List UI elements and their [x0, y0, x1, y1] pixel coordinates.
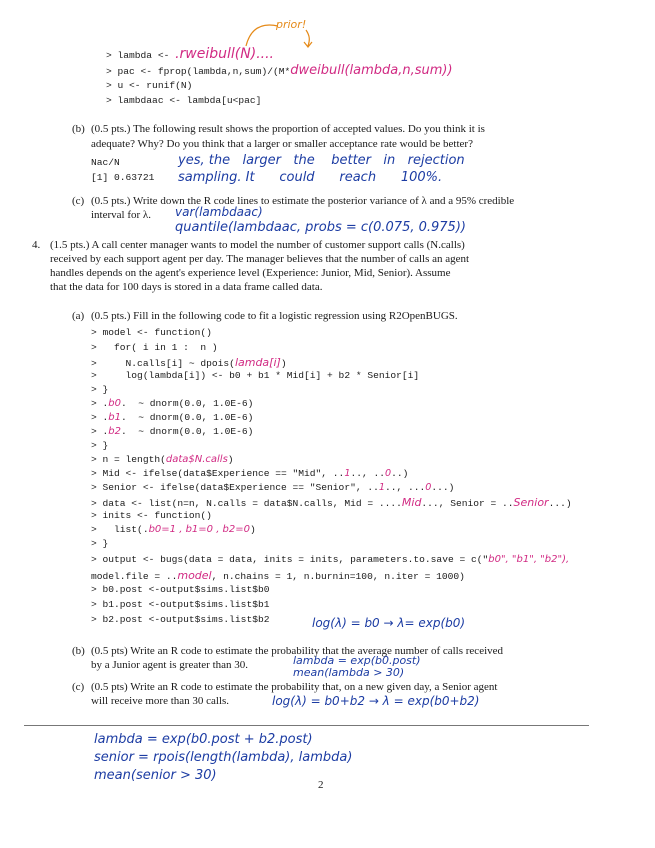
prior-note: prior!: [276, 18, 307, 31]
hand-dweibull: dweibull(lambda,n,sum)): [290, 63, 453, 78]
q4b-label: (b): [72, 645, 85, 657]
hand-bottom-1: lambda = exp(b0.post + b2.post): [94, 732, 313, 747]
hand-length: data$N.calls: [165, 454, 228, 465]
part-c-text-1: (0.5 pts.) Write down the R code lines to estimate the posterior variance of λ and a 95% credible: [91, 195, 515, 207]
hand-answer-b2: sampling. It could reach 100%.: [178, 170, 443, 185]
page-number: 2: [318, 779, 324, 791]
q4-text-2: received by each support agent per day. The manager believes that the number of calls an agent: [50, 253, 470, 265]
part-b-text-2: adequate? Why? Do you think that a larger or smaller acceptance rate would be better?: [91, 138, 473, 150]
code-line-lambdaac: > lambdaac <- lambda[u<pac]: [106, 95, 262, 106]
hand-log-note: log(λ) = b0 → λ= exp(b0): [312, 616, 466, 630]
code-for: > for( i in 1 : n ): [91, 342, 218, 353]
code-log-lambda: > log(lambda[i]) <- b0 + b1 * Mid[i] + b2 * Senior[i]: [91, 370, 420, 381]
part-b-label: (b): [72, 123, 85, 135]
code-b1-post: > b1.post <-output$sims.list$b1: [91, 599, 270, 610]
code-line-lambda: > lambda <- .rweibull(N)....: [106, 46, 274, 62]
q4-text-3: handles depends on the agent's experience level (Experience: Junior, Mid, Senior). Assume: [50, 267, 451, 279]
q4b-text-1: (0.5 pts) Write an R code to estimate the probability that the average number of calls received: [91, 645, 504, 657]
code-b1-prior: > .b1. ~ dnorm(0.0, 1.0E-6): [91, 412, 254, 423]
part-b-text-1: (0.5 pts.) The following result shows the proportion of accepted values. Do you think it is: [91, 123, 485, 135]
q4a-label: (a): [72, 310, 85, 322]
code-model: > model <- function(): [91, 327, 212, 338]
hand-b0: b0: [108, 398, 121, 409]
code-mid: > Mid <- ifelse(data$Experience == "Mid", ..1.., ..0..): [91, 468, 409, 479]
code-dpois: > N.calls[i] ~ dpois(lamda[i]): [91, 356, 287, 369]
hand-answer-c2: quantile(lambdaac, probs = c(0.075, 0.975)): [175, 220, 466, 235]
code-senior: > Senior <- ifelse(data$Experience == "Senior", ..1.., ...0...): [91, 482, 455, 493]
code-b2-post: > b2.post <-output$sims.list$b2: [91, 614, 270, 625]
hand-bottom-2: senior = rpois(length(lambda), lambda): [94, 750, 353, 765]
hand-b1: b1: [108, 412, 121, 423]
code-line-u: > u <- runif(N): [106, 80, 193, 91]
q4-text-1: (1.5 pts.) A call center manager wants to model the number of customer support calls (N.calls): [50, 239, 465, 251]
code-result: [1] 0.63721: [91, 172, 155, 183]
hand-lamda: lamda[i]: [234, 356, 281, 369]
hand-bottom-3: mean(senior > 30): [94, 768, 217, 783]
hand-log-note-c: log(λ) = b0+b2 → λ = exp(b0+b2): [272, 694, 480, 708]
code-bugs-output: > output <- bugs(data = data, inits = inits, parameters.to.save = c("b0", "b1", "b2"),: [91, 554, 570, 565]
hand-answer-4b1: lambda = exp(b0.post): [293, 654, 421, 667]
q4b-text-2: by a Junior agent is greater than 30.: [91, 659, 249, 671]
q4c-text-1: (0.5 pts) Write an R code to estimate the probability that, on a new given day, a Senior agent: [91, 681, 498, 693]
code-data-list: > data <- list(n=n, N.calls = data$N.calls, Mid = ....Mid..., Senior = ..Senior...): [91, 496, 572, 509]
q4-text-4: that the data for 100 days is stored in a data frame called data.: [50, 281, 323, 293]
q4c-label: (c): [72, 681, 85, 693]
code-close-3: > }: [91, 538, 109, 549]
code-model-file: model.file = ..model, n.chains = 1, n.burnin=100, n.iter = 1000): [91, 569, 465, 582]
hand-answer-c1: var(lambdaac): [175, 205, 263, 219]
code-b2-prior: > .b2. ~ dnorm(0.0, 1.0E-6): [91, 426, 254, 437]
code-close-1: > }: [91, 384, 109, 395]
hand-rweibull: .rweibull(N)....: [175, 46, 274, 62]
code-inits-list: > list(.b0=1 , b1=0 , b2=0): [91, 524, 256, 535]
q4-label: 4.: [32, 239, 41, 251]
q4a-text: (0.5 pts.) Fill in the following code to fit a logistic regression using R2OpenBUGS.: [91, 310, 458, 322]
q4c-text-2: will receive more than 30 calls.: [91, 695, 230, 707]
code-nac: Nac/N: [91, 157, 120, 168]
divider-line: [24, 725, 589, 726]
code-length: > n = length(data$N.calls): [91, 454, 234, 465]
code-close-2: > }: [91, 440, 109, 451]
hand-answer-b1: yes, the larger the better in rejection: [178, 153, 465, 168]
part-c-text-2: interval for λ.: [91, 209, 152, 221]
code-line-pac: > pac <- fprop(lambda,n,sum)/(M*dweibull(lambda,n,sum)): [106, 63, 453, 78]
code-b0-post: > b0.post <-output$sims.list$b0: [91, 584, 270, 595]
part-c-label: (c): [72, 195, 85, 207]
hand-answer-4b2: mean(lambda > 30): [293, 666, 405, 679]
hand-b2: b2: [108, 426, 121, 437]
code-b0-prior: > .b0. ~ dnorm(0.0, 1.0E-6): [91, 398, 254, 409]
code-inits: > inits <- function(): [91, 510, 212, 521]
